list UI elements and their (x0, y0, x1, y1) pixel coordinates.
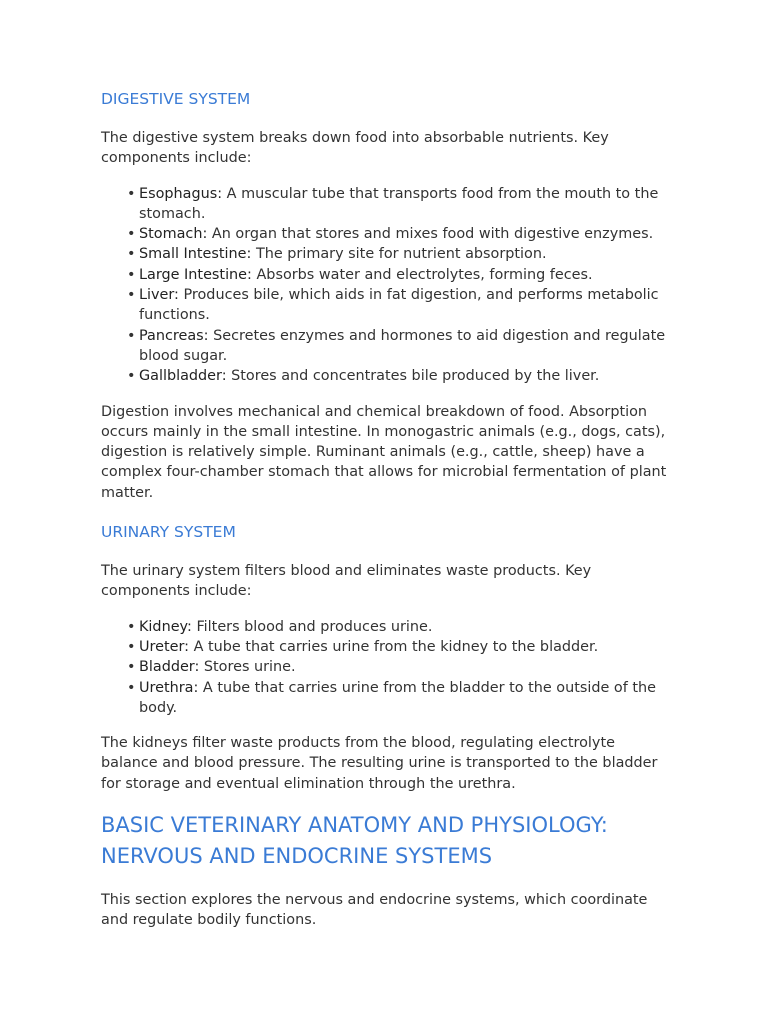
term-label: Small Intestine: (139, 246, 252, 263)
term-label: Liver: (139, 287, 179, 304)
term-description: Stores urine. (199, 659, 296, 676)
term-description: Stores and concentrates bile produced by the liver. (226, 368, 600, 385)
list-item-stomach (127, 224, 671, 244)
term-description: A tube that carries urine from the kidney to the bladder. (189, 638, 599, 655)
list-item-small-intestine (127, 244, 671, 264)
list-item-ureter (127, 637, 671, 657)
list-item-large-intestine (127, 265, 671, 285)
term-description: Secretes enzymes and hormones to aid digestion and regulate blood sugar. (139, 327, 666, 364)
term-description: Filters blood and produces urine. (191, 618, 433, 635)
bullet: • (127, 246, 136, 263)
bullet: • (127, 185, 136, 202)
chapter-heading: BASIC VETERINARY ANATOMY AND PHYSIOLOGY: NERVOUS AND ENDOCRINE SYSTEMS (101, 813, 608, 869)
term-description: A tube that carries urine from the bladder to the outside of the body. (139, 679, 656, 716)
chapter-intro-paragraph: This section explores the nervous and endocrine systems, which coordinate and regulate bodily functions. (101, 892, 648, 929)
digestive-intro-paragraph: The digestive system breaks down food into absorbable nutrients. Key components include: (101, 130, 609, 167)
term-label: Pancreas: (139, 327, 209, 344)
term-description: Absorbs water and electrolytes, forming feces. (251, 266, 593, 283)
digestive-components-list (101, 184, 671, 387)
list-item-esophagus (127, 184, 671, 225)
bullet: • (127, 226, 136, 243)
bullet: • (127, 327, 136, 344)
urinary-components-list (101, 617, 671, 718)
urinary-closing-paragraph: The kidneys filter waste products from the blood, regulating electrolyte balance and blood pressure. The resulting urine is transported to the bladder for storage and eventual elimination through the urethra. (101, 735, 658, 792)
urinary-system-heading: URINARY SYSTEM (101, 523, 236, 542)
list-item-gallbladder (127, 366, 671, 386)
digestive-system-heading: DIGESTIVE SYSTEM (101, 90, 251, 108)
bullet: • (127, 679, 136, 696)
term-description: An organ that stores and mixes food with digestive enzymes. (207, 226, 654, 243)
term-description: A muscular tube that transports food from the mouth to the stomach. (139, 185, 659, 222)
document-page (101, 88, 671, 931)
term-description: Produces bile, which aids in fat digestion, and performs metabolic functions. (139, 287, 659, 324)
term-label: Kidney: (139, 618, 192, 635)
list-item-liver (127, 285, 671, 326)
bullet: • (127, 618, 136, 635)
list-item-pancreas (127, 326, 671, 367)
bullet: • (127, 266, 136, 283)
bullet: • (127, 659, 136, 676)
term-label: Ureter: (139, 638, 189, 655)
term-description: The primary site for nutrient absorption. (251, 246, 547, 263)
digestive-closing-paragraph: Digestion involves mechanical and chemical breakdown of food. Absorption occurs mainly in the small intestine. In monogastric animals (e.g., dogs, cats), digestion is relatively simple. Ruminant animals (e.g., cattle, sheep) have a complex four-chamber stomach that allows for microbial fermentation of plant matter. (101, 403, 667, 501)
term-label: Urethra: (139, 679, 199, 696)
bullet: • (127, 368, 136, 385)
term-label: Bladder: (139, 659, 200, 676)
term-label: Stomach: (139, 226, 208, 243)
list-item-urethra (127, 678, 671, 719)
bullet: • (127, 638, 136, 655)
urinary-intro-paragraph: The urinary system filters blood and eliminates waste products. Key components include: (101, 563, 592, 600)
list-item-kidney (127, 617, 671, 637)
term-label: Esophagus: (139, 185, 223, 202)
term-label: Large Intestine: (139, 266, 252, 283)
term-label: Gallbladder: (139, 368, 227, 385)
bullet: • (127, 287, 136, 304)
list-item-bladder (127, 657, 671, 677)
